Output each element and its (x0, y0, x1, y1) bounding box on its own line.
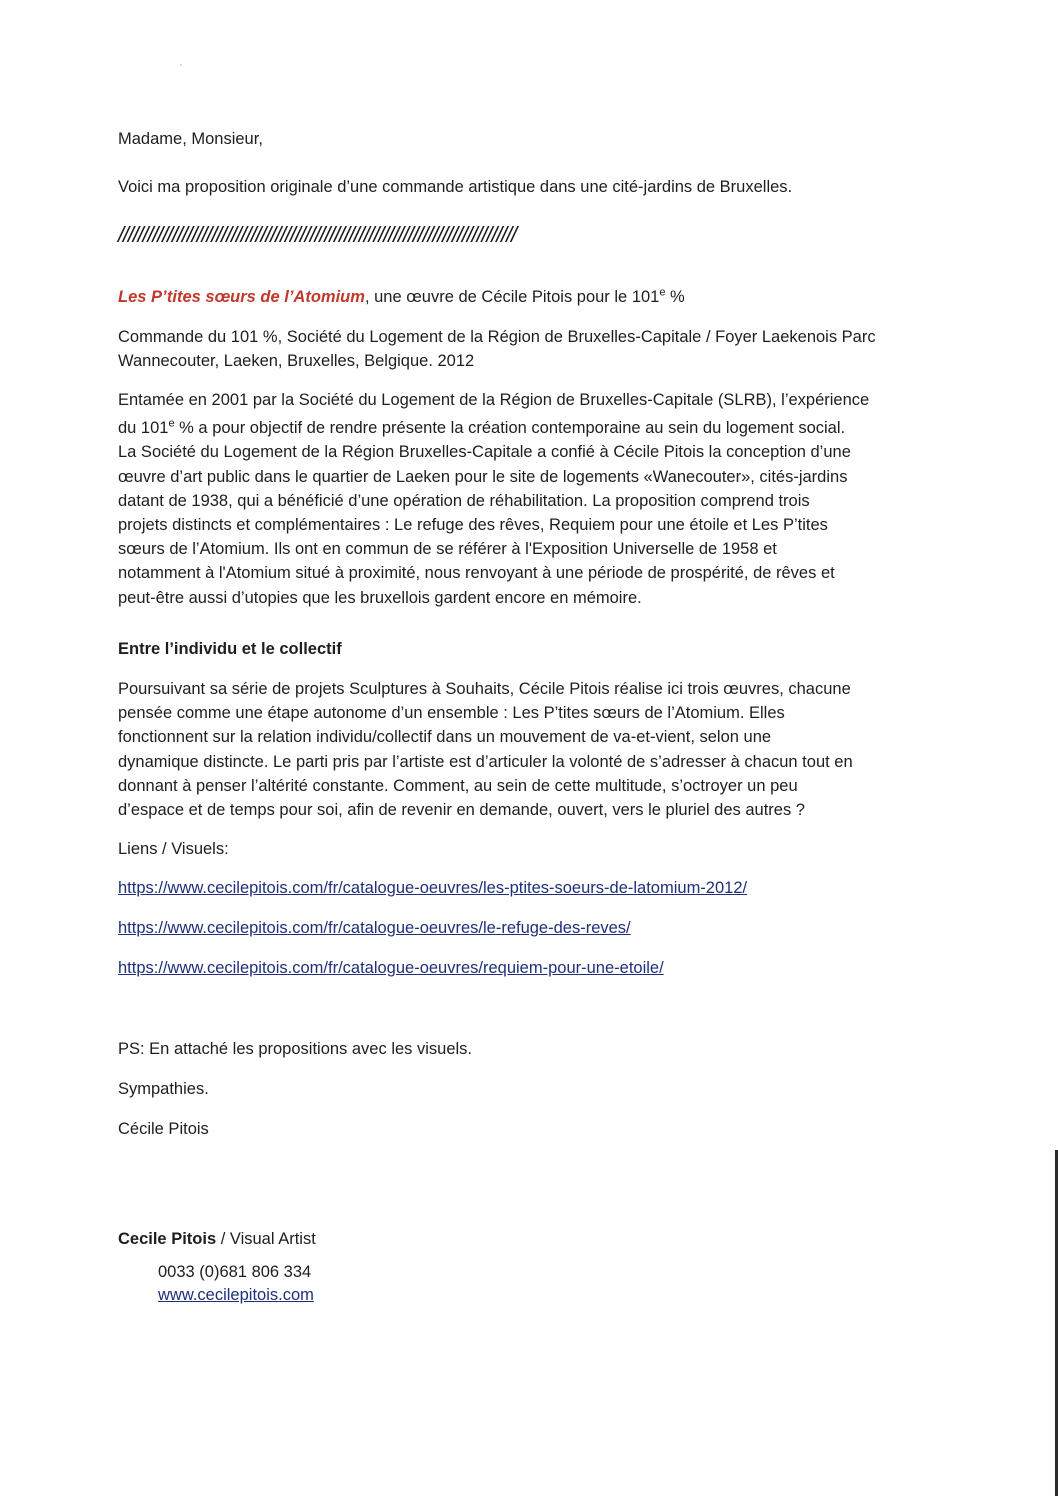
separator-line: ///////////////////////////////////////////////////////////////////////////////// (118, 222, 516, 247)
signature: Cécile Pitois (118, 1120, 209, 1138)
section-line: donnant à penser l’altérité constante. Comment, au sein de cette multitude, s’octroyer un peu (118, 776, 798, 795)
body-sup-prefix: du 101 (118, 419, 169, 438)
commission-paragraph (118, 325, 876, 373)
footer-phone: 0033 (0)681 806 334 (158, 1263, 312, 1281)
work-subtitle-sup: e (659, 286, 666, 299)
intro-sentence: Voici ma proposition originale d’une commande artistique dans une cité-jardins de Bruxelles. (118, 178, 793, 196)
work-title: Les P’tites sœurs de l’Atomium (118, 288, 365, 306)
body-line (118, 416, 869, 440)
body-line: œuvre d’art public dans le quartier de Laeken pour le site de logements «Wanecouter», cités-jardins (118, 467, 848, 486)
section-paragraph (118, 677, 853, 822)
link-row (118, 876, 747, 900)
salutation: Madame, Monsieur, (118, 130, 263, 148)
work-subtitle-suffix: % (665, 288, 685, 306)
body-line: Entamée en 2001 par la Société du Logement de la Région de Bruxelles-Capitale (SLRB), l’expérience (118, 391, 870, 409)
section-line: Poursuivant sa série de projets Sculptures à Souhaits, Cécile Pitois réalise ici trois œuvres, chacune (118, 680, 851, 698)
scan-speck (180, 64, 182, 66)
commission-line: Commande du 101 %, Société du Logement de la Région de Bruxelles-Capitale / Foyer Laekenois Parc (118, 328, 876, 346)
body-paragraph (118, 388, 869, 610)
body-line: notamment à l'Atomium situé à proximité, nous renvoyant à une période de prospérité, de rêves et (118, 564, 835, 583)
footer-name-line (118, 1227, 316, 1251)
links-label: Liens / Visuels: (118, 840, 229, 858)
work-title-line (118, 285, 685, 309)
link-refuge-des-reves[interactable]: https://www.cecilepitois.com/fr/catalogue-oeuvres/le-refuge-des-reves/ (118, 919, 631, 937)
work-subtitle-prefix: , une œuvre de Cécile Pitois pour le 101 (364, 288, 660, 306)
body-line: datant de 1938, qui a bénéficié d’une opération de réhabilitation. La proposition comprend trois (118, 491, 810, 510)
body-line: sœurs de l’Atomium. Ils ont en commun de se référer à l'Exposition Universelle de 1958 et (118, 540, 777, 559)
postscript: PS: En attaché les propositions avec les visuels. (118, 1040, 473, 1058)
link-ptites-soeurs[interactable]: https://www.cecilepitois.com/fr/catalogue-oeuvres/les-ptites-soeurs-de-latomium-2012/ (118, 879, 748, 897)
body-sup-suffix: % a pour objectif de rendre présente la création contemporaine au sein du logement social. (174, 419, 846, 438)
footer-website-row (158, 1283, 314, 1307)
footer-website-link[interactable]: www.cecilepitois.com (158, 1286, 314, 1304)
link-row (118, 916, 631, 940)
footer-name: Cecile Pitois (118, 1230, 217, 1248)
body-line: projets distincts et complémentaires : Le refuge des rêves, Requiem pour une étoile et Les P’tites (118, 516, 828, 535)
footer-role: / Visual Artist (216, 1230, 316, 1248)
link-requiem-etoile[interactable]: https://www.cecilepitois.com/fr/catalogue-oeuvres/requiem-pour-une-etoile/ (118, 959, 664, 977)
section-line: fonctionnent sur la relation individu/collectif dans un mouvement de va-et-vient, selon une (118, 728, 772, 747)
body-line: La Société du Logement de la Région Bruxelles-Capitale a confié à Cécile Pitois la conception d’une (118, 443, 851, 462)
commission-line: Wannecouter, Laeken, Bruxelles, Belgique. 2012 (118, 352, 475, 371)
body-line: peut-être aussi d’utopies que les bruxellois gardent encore en mémoire. (118, 588, 642, 607)
link-row (118, 956, 664, 980)
section-heading: Entre l’individu et le collectif (118, 640, 342, 658)
section-line: d’espace et de temps pour soi, afin de revenir en demande, ouvert, vers le pluriel des autres ? (118, 801, 805, 820)
section-line: pensée comme une étape autonome d’un ensemble : Les P’tites sœurs de l’Atomium. Elles (118, 704, 785, 723)
body-sup: e (168, 417, 175, 430)
closing: Sympathies. (118, 1080, 209, 1098)
section-line: dynamique distincte. Le parti pris par l’artiste est d’articuler la volonté de s’adresser à chacun tout en (118, 752, 853, 771)
